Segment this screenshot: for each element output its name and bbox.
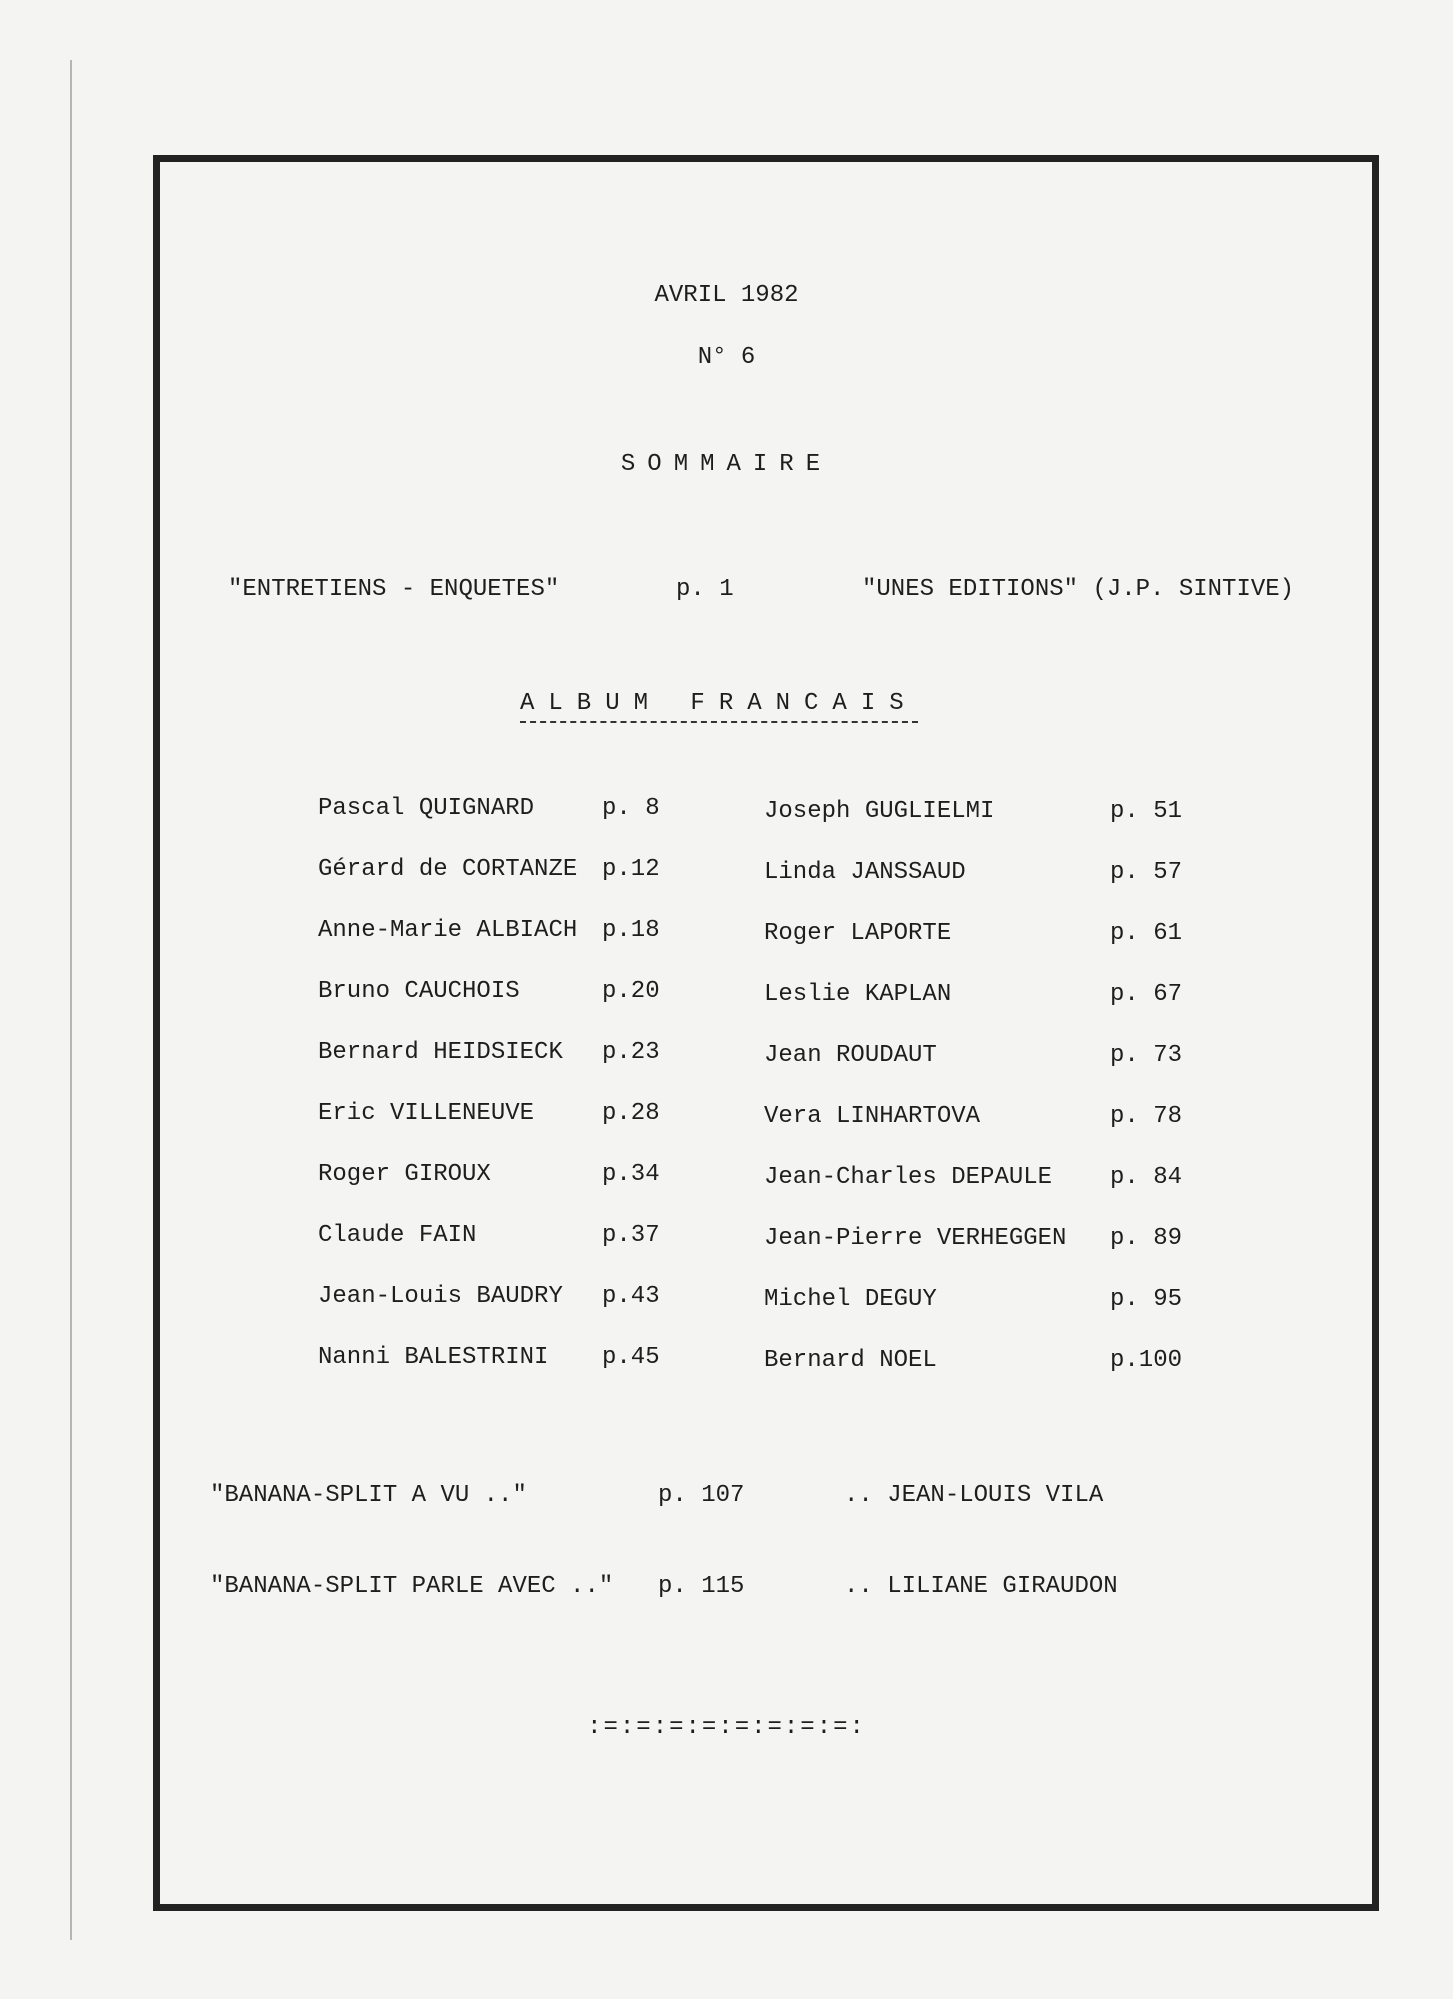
right-author-name: Leslie KAPLAN (764, 981, 952, 1008)
right-author-page: p. 73 (1110, 1042, 1183, 1069)
right-author-page: p. 78 (1110, 1103, 1183, 1130)
banana-2-title: "BANANA-SPLIT PARLE AVEC .." (210, 1573, 614, 1600)
album-heading: ALBUM FRANCAIS (520, 690, 918, 723)
left-author-name: Pascal QUIGNARD (318, 795, 535, 822)
left-author-page: p.20 (602, 978, 660, 1005)
right-author-name: Roger LAPORTE (764, 920, 952, 947)
left-author-page: p.23 (602, 1039, 660, 1066)
content-frame (153, 155, 1379, 1911)
left-author-name: Bruno CAUCHOIS (318, 978, 520, 1005)
left-author-name: Roger GIROUX (318, 1161, 491, 1188)
left-author-name: Eric VILLENEUVE (318, 1100, 535, 1127)
right-author-name: Michel DEGUY (764, 1286, 937, 1313)
right-author-name: Joseph GUGLIELMI (764, 798, 995, 825)
sommaire-heading: SOMMAIRE (620, 451, 833, 478)
left-author-page: p.45 (602, 1344, 660, 1371)
left-author-name: Nanni BALESTRINI (318, 1344, 549, 1371)
intro-title: "ENTRETIENS - ENQUETES" (228, 576, 560, 603)
left-author-page: p. 8 (602, 795, 660, 822)
intro-page: p. 1 (676, 576, 734, 603)
issue-date: AVRIL 1982 (654, 282, 799, 309)
left-author-name: Jean-Louis BAUDRY (318, 1283, 563, 1310)
issue-number: N° 6 (697, 344, 756, 371)
left-author-page: p.43 (602, 1283, 660, 1310)
left-author-name: Claude FAIN (318, 1222, 477, 1249)
right-author-page: p. 89 (1110, 1225, 1183, 1252)
right-author-name: Bernard NOEL (764, 1347, 937, 1374)
right-author-page: p. 57 (1110, 859, 1183, 886)
left-author-page: p.18 (602, 917, 660, 944)
right-author-page: p. 95 (1110, 1286, 1183, 1313)
left-author-name: Bernard HEIDSIECK (318, 1039, 563, 1066)
right-author-page: p. 67 (1110, 981, 1183, 1008)
left-author-page: p.34 (602, 1161, 660, 1188)
left-author-page: p.37 (602, 1222, 660, 1249)
right-author-name: Jean ROUDAUT (764, 1042, 937, 1069)
right-author-page: p. 84 (1110, 1164, 1183, 1191)
banana-2-page: p. 115 (658, 1573, 745, 1600)
banana-2-who: .. LILIANE GIRAUDON (844, 1573, 1118, 1600)
left-author-page: p.12 (602, 856, 660, 883)
right-author-name: Linda JANSSAUD (764, 859, 966, 886)
right-author-name: Jean-Pierre VERHEGGEN (764, 1225, 1067, 1252)
right-author-name: Jean-Charles DEPAULE (764, 1164, 1053, 1191)
binding-margin-line (70, 60, 72, 1940)
separator-line: :=:=:=:=:=:=:=:=: (587, 1714, 866, 1741)
left-author-page: p.28 (602, 1100, 660, 1127)
banana-1-title: "BANANA-SPLIT A VU .." (210, 1482, 527, 1509)
banana-1-who: .. JEAN-LOUIS VILA (844, 1482, 1104, 1509)
right-author-name: Vera LINHARTOVA (764, 1103, 981, 1130)
right-author-page: p. 51 (1110, 798, 1183, 825)
intro-note: "UNES EDITIONS" (J.P. SINTIVE) (862, 576, 1295, 603)
banana-1-page: p. 107 (658, 1482, 745, 1509)
right-author-page: p. 61 (1110, 920, 1183, 947)
left-author-name: Anne-Marie ALBIACH (318, 917, 578, 944)
right-author-page: p.100 (1110, 1347, 1183, 1374)
left-author-name: Gérard de CORTANZE (318, 856, 578, 883)
